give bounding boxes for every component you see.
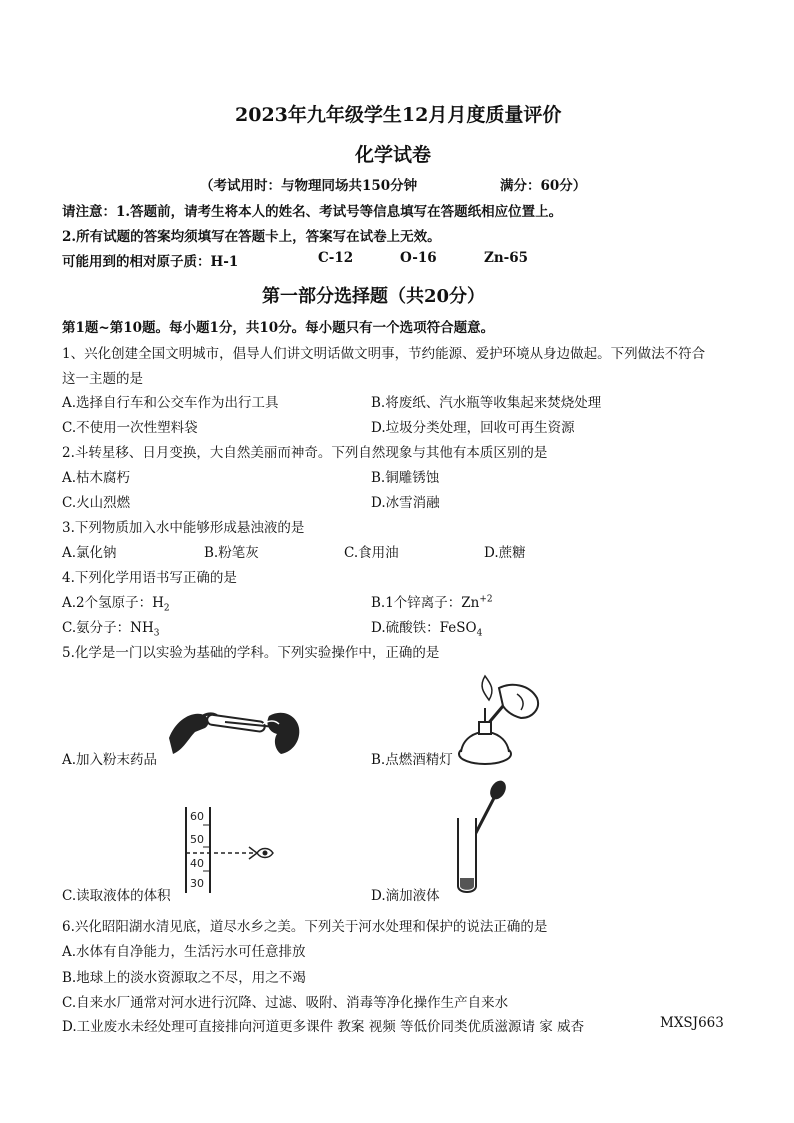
q4-option-d[interactable] [371,616,482,639]
atomic-mass-o: O-16 [400,250,437,266]
alcohol-lamp-illustration [455,668,545,768]
dropper-illustration [452,780,512,898]
q2-option-c[interactable]: C.火山烈燃 [62,495,131,511]
q3-option-c[interactable]: C.食用油 [344,545,399,561]
q1-option-b[interactable]: B.将废纸、汽水瓶等收集起来焚烧处理 [371,395,602,411]
q6-option-b[interactable]: B.地球上的淡水资源取之不尽，用之不竭 [62,970,306,986]
exam-title: 2023年九年级学生12月月度质量评价 [235,104,562,126]
q5-option-a[interactable]: A.加入粉末药品 [62,752,158,768]
q5-option-b[interactable]: B.点燃酒精灯 [371,752,453,768]
q1-option-c[interactable]: C.不使用一次性塑料袋 [62,420,198,436]
q2-option-d[interactable]: D.冰雪消融 [371,495,440,511]
graduated-cylinder-illustration [183,805,278,895]
part-1-instruction: 第1题~第10题。每小题1分，共10分。每小题只有一个选项符合题意。 [62,320,495,336]
q4-stem: 4.下列化学用语书写正确的是 [62,570,237,586]
powder-loading-illustration [165,698,305,760]
q5-option-d[interactable]: D.滴加液体 [371,888,440,904]
part-1-heading: 第一部分选择题（共20分） [262,286,486,307]
atomic-mass-c: C-12 [318,250,354,266]
q4-option-d-text: D.硫酸铁：FeSO [371,620,477,636]
left-hand-icon [169,714,208,754]
q6-option-c[interactable]: C.自来水厂通常对河水进行沉降、过滤、吸附、消毒等净化操作生产自来水 [62,995,509,1011]
q1-option-d[interactable]: D.垃圾分类处理，回收可再生资源 [371,420,575,436]
q2-option-a[interactable]: A.枯木腐朽 [62,470,131,486]
q2-option-b[interactable]: B.铜雕锈蚀 [371,470,440,486]
q4-option-b-text: B.1个锌离子：Zn [371,595,480,611]
q1-stem-line-2: 这一主题的是 [62,371,143,387]
q3-stem: 3.下列物质加入水中能够形成悬浊液的是 [62,520,305,536]
q4-option-b-superscript: +2 [479,594,493,605]
full-marks: 满分：60分） [500,178,587,194]
q5-option-c[interactable]: C.读取液体的体积 [62,888,171,904]
q3-option-d[interactable]: D.蔗糖 [484,545,526,561]
q1-option-a[interactable]: A.选择自行车和公交车作为出行工具 [62,395,279,411]
cylinder-mark-60: 60 [190,810,204,823]
q2-stem: 2.斗转星移、日月变换，大自然美丽而神奇。下列自然现象与其他有本质区别的是 [62,445,548,461]
q5-stem: 5.化学是一门以实验为基础的学科。下列实验操作中，正确的是 [62,645,440,661]
notice-line-2: 2.所有试题的答案均须填写在答题卡上，答案写在试卷上无效。 [62,229,441,245]
q4-option-c-subscript: 3 [153,628,160,639]
cylinder-mark-40: 40 [190,857,204,870]
q4-option-b[interactable] [371,591,493,611]
q4-option-a-text: A.2个氢原子：H [62,595,164,611]
exam-duration: （考试用时：与物理同场共150分钟 [200,178,418,194]
notice-line-1: 请注意：1.答题前，请考生将本人的姓名、考试号等信息填写在答题纸相应位置上。 [62,204,563,220]
q4-option-a-subscript: 2 [163,603,170,614]
document-code: MXSJ663 [660,1015,724,1031]
q3-option-b[interactable]: B.粉笔灰 [204,545,259,561]
atomic-mass-label: 可能用到的相对原子质：H-1 [62,254,239,270]
atomic-mass-zn: Zn-65 [484,250,529,266]
q4-option-d-subscript: 4 [476,628,483,639]
flame-icon [482,676,492,700]
q1-stem-line-1: 1、兴化创建全国文明城市，倡导人们讲文明话做文明事，节约能源、爱护环境从身边做起。下列做法不符合 [62,346,706,362]
q4-option-c-text: C.氨分子：NH [62,620,154,636]
dropper-bulb-icon [487,780,509,802]
q6-option-a[interactable]: A.水体有自净能力，生活污水可任意排放 [62,944,306,960]
q6-stem: 6.兴化昭阳湖水清见底，道尽水乡之美。下列关于河水处理和保护的说法正确的是 [62,919,548,935]
exam-subtitle: 化学试卷 [355,144,432,166]
cylinder-mark-30: 30 [190,877,204,890]
cylinder-mark-50: 50 [190,833,204,846]
q3-option-a[interactable]: A.氯化钠 [62,545,117,561]
right-hand-icon [267,713,299,754]
q6-option-d[interactable]: D.工业废水未经处理可直接排向河道更多课件 教案 视频 等低价同类优质滋源请 家 威杏 [62,1019,585,1035]
q4-option-c[interactable] [62,616,159,639]
q4-option-a[interactable] [62,591,170,614]
